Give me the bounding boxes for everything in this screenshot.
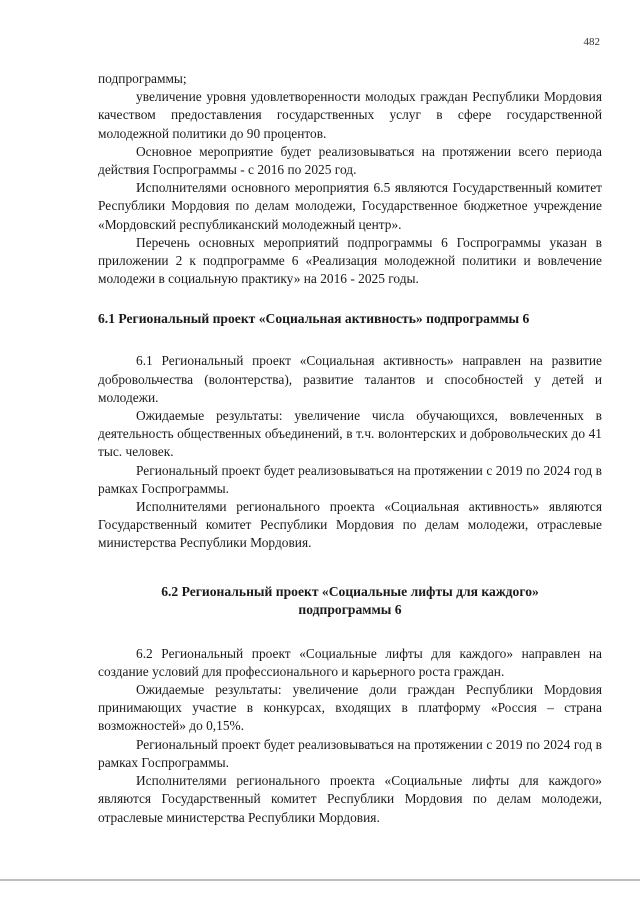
document-body <box>98 70 602 827</box>
paragraph: Исполнителями основного мероприятия 6.5 являются Государственный комитет Республики Мордовия по делам молодежи, Государственное бюджетное учреждение «Мордовский республиканский молодежный центр». <box>98 180 602 232</box>
section-heading-6-2 <box>98 583 602 619</box>
paragraph: 6.2 Региональный проект «Социальные лифты для каждого» направлен на создание условий для профессионального и карьерного роста граждан. <box>98 645 602 679</box>
paragraph: увеличение уровня удовлетворенности молодых граждан Республики Мордовия качеством предоставления государственных услуг в сфере государственной молодежной политики до 90 процентов. <box>98 89 602 141</box>
paragraph: Региональный проект будет реализовываться на протяжении с 2019 по 2024 год в рамках Госпрограммы. <box>98 462 602 496</box>
paragraph: Перечень основных мероприятий подпрограммы 6 Госпрограммы указан в приложении 2 к подпрограмме 6 «Реализация молодежной политики и вовлечение молодежи в социальную практику» на 2016 - 2025 годы. <box>98 234 602 287</box>
page-number: 482 <box>583 36 600 48</box>
section-heading-line: подпрограммы 6 <box>298 601 402 617</box>
section-heading-line: 6.2 Региональный проект «Социальные лифты для каждого» <box>161 583 539 599</box>
scan-edge-divider <box>0 879 640 881</box>
paragraph: Основное мероприятие будет реализовываться на протяжении всего периода действия Госпрограммы - с 2016 по 2025 год. <box>98 143 602 178</box>
paragraph: Исполнителями регионального проекта «Социальные лифты для каждого» являются Государственный комитет Республики Мордовия по делам молодежи, отраслевые министерства Республики Мордовия. <box>98 773 602 825</box>
paragraph: Ожидаемые результаты: увеличение доли граждан Республики Мордовия принимающих участие в конкурсах, входящих в платформу «Россия – страна возможностей» до 0,15%. <box>98 682 602 734</box>
paragraph: Ожидаемые результаты: увеличение числа обучающихся, вовлеченных в деятельность общественных объединений, в т.ч. волонтерских и добровольческих до 41 тыс. человек. <box>98 408 602 460</box>
paragraph: Региональный проект будет реализовываться на протяжении с 2019 по 2024 год в рамках Госпрограммы. <box>98 736 602 770</box>
section-heading-6-1: 6.1 Региональный проект «Социальная активность» подпрограммы 6 <box>98 311 530 327</box>
paragraph: подпрограммы; <box>98 71 187 86</box>
paragraph: 6.1 Региональный проект «Социальная активность» направлен на развитие добровольчества (волонтерства), развитие талантов и способностей у детей и молодежи. <box>98 353 602 405</box>
paragraph: Исполнителями регионального проекта «Социальная активность» являются Государственный комитет Республики Мордовия по делам молодежи, отраслевые министерства Республики Мордовия. <box>98 499 602 551</box>
